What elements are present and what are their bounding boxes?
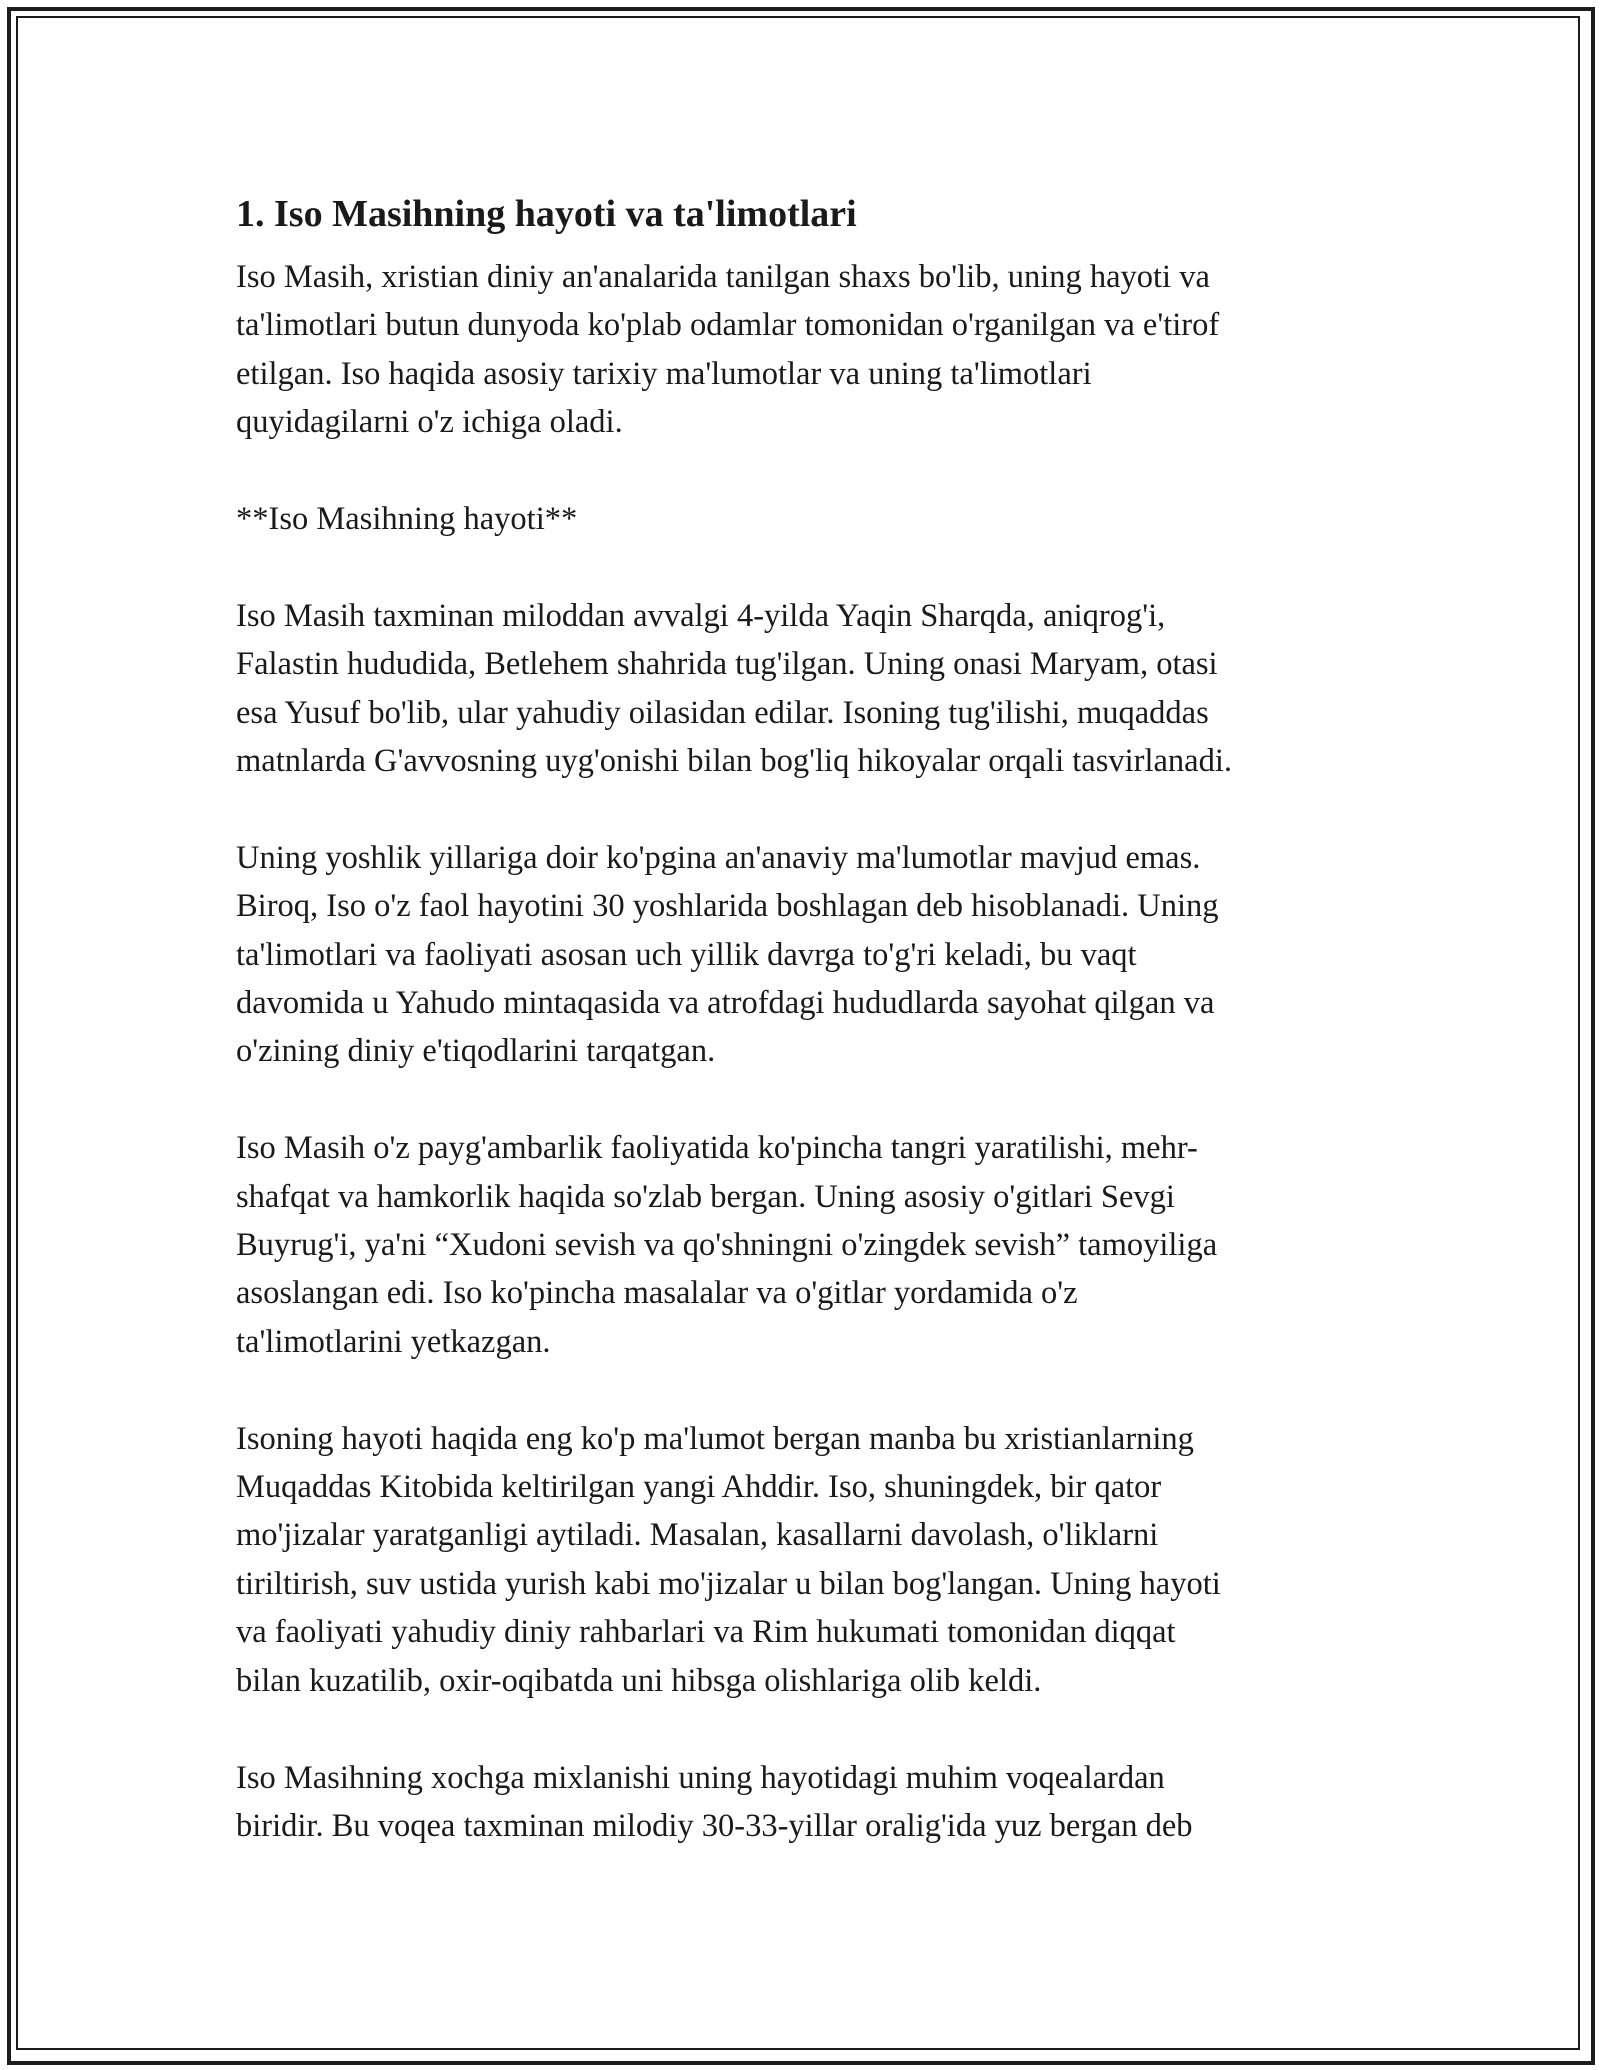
text-line: esa Yusuf bo'lib, ular yahudiy oilasidan edilar. Isoning tug'ilishi, muqaddas: [236, 694, 1209, 731]
text-line: **Iso Masihning hayoti**: [236, 501, 578, 538]
text-line: ta'limotlari va faoliyati asosan uch yillik davrga to'g'ri keladi, bu vaqt: [236, 936, 1137, 973]
text-line: biridir. Bu voqea taxminan milodiy 30-33-yillar oralig'ida yuz bergan deb: [236, 1807, 1193, 1844]
paragraph-crucifixion: [236, 1754, 1366, 1851]
text-line: Muqaddas Kitobida keltirilgan yangi Ahddir. Iso, shuningdek, bir qator: [236, 1469, 1162, 1506]
text-line: Buyrug'i, ya'ni “Xudoni sevish va qo'shningni o'zingdek sevish” tamoyiliga: [236, 1227, 1218, 1264]
text-line: Uning yoshlik yillariga doir ko'pgina an'anaviy ma'lumotlar mavjud emas.: [236, 839, 1201, 876]
paragraph-subheading: [236, 495, 1366, 543]
text-line: ta'limotlari butun dunyoda ko'plab odamlar tomonidan o'rganilgan va e'tirof: [236, 307, 1220, 344]
document-body: [236, 183, 1366, 1899]
text-line: quyidagilarni o'z ichiga oladi.: [236, 404, 623, 441]
text-line: va faoliyati yahudiy diniy rahbarlari va Rim hukumati tomonidan diqqat: [236, 1614, 1176, 1651]
text-line: Iso Masih taxminan miloddan avvalgi 4-yilda Yaqin Sharqda, aniqrog'i,: [236, 597, 1166, 634]
text-line: Isoning hayoti haqida eng ko'p ma'lumot bergan manba bu xristianlarning: [236, 1420, 1194, 1457]
text-line: etilgan. Iso haqida asosiy tarixiy ma'lumotlar va uning ta'limotlari: [236, 355, 1092, 392]
text-line: asoslangan edi. Iso ko'pincha masalalar va o'gitlar yordamida o'z: [236, 1275, 1078, 1312]
paragraph-teachings: [236, 1124, 1366, 1366]
text-line: Iso Masih o'z payg'ambarlik faoliyatida ko'pincha tangri yaratilishi, mehr-: [236, 1130, 1198, 1167]
text-line: mo'jizalar yaratganligi aytiladi. Masalan, kasallarni davolash, o'liklarni: [236, 1517, 1159, 1554]
paragraph-intro: [236, 253, 1366, 447]
text-line: Falastin hududida, Betlehem shahrida tug'ilgan. Uning onasi Maryam, otasi: [236, 646, 1218, 683]
paragraph-youth: [236, 834, 1366, 1076]
text-line: Biroq, Iso o'z faol hayotini 30 yoshlarida boshlagan deb hisoblanadi. Uning: [236, 888, 1219, 925]
text-line: matnlarda G'avvosning uyg'onishi bilan bog'liq hikoyalar orqali tasvirlanadi.: [236, 743, 1232, 780]
paragraph-birth: [236, 592, 1366, 786]
text-line: Iso Masihning xochga mixlanishi uning hayotidagi muhim voqealardan: [236, 1759, 1165, 1796]
text-line: bilan kuzatilib, oxir-oqibatda uni hibsga olishlariga olib keldi.: [236, 1662, 1042, 1699]
text-line: davomida u Yahudo mintaqasida va atrofdagi hududlarda sayohat qilgan va: [236, 985, 1215, 1022]
text-line: ta'limotlarini yetkazgan.: [236, 1323, 551, 1360]
text-line: shafqat va hamkorlik haqida so'zlab bergan. Uning asosiy o'gitlari Sevgi: [236, 1178, 1175, 1215]
text-line: Iso Masih, xristian diniy an'analarida tanilgan shaxs bo'lib, uning hayoti va: [236, 259, 1210, 295]
text-line: tiriltirish, suv ustida yurish kabi mo'jizalar u bilan bog'langan. Uning hayoti: [236, 1565, 1221, 1602]
paragraph-sources: [236, 1415, 1366, 1705]
section-heading: 1. Iso Masihning hayoti va ta'limotlari: [236, 193, 857, 235]
text-line: o'zining diniy e'tiqodlarini tarqatgan.: [236, 1033, 716, 1070]
